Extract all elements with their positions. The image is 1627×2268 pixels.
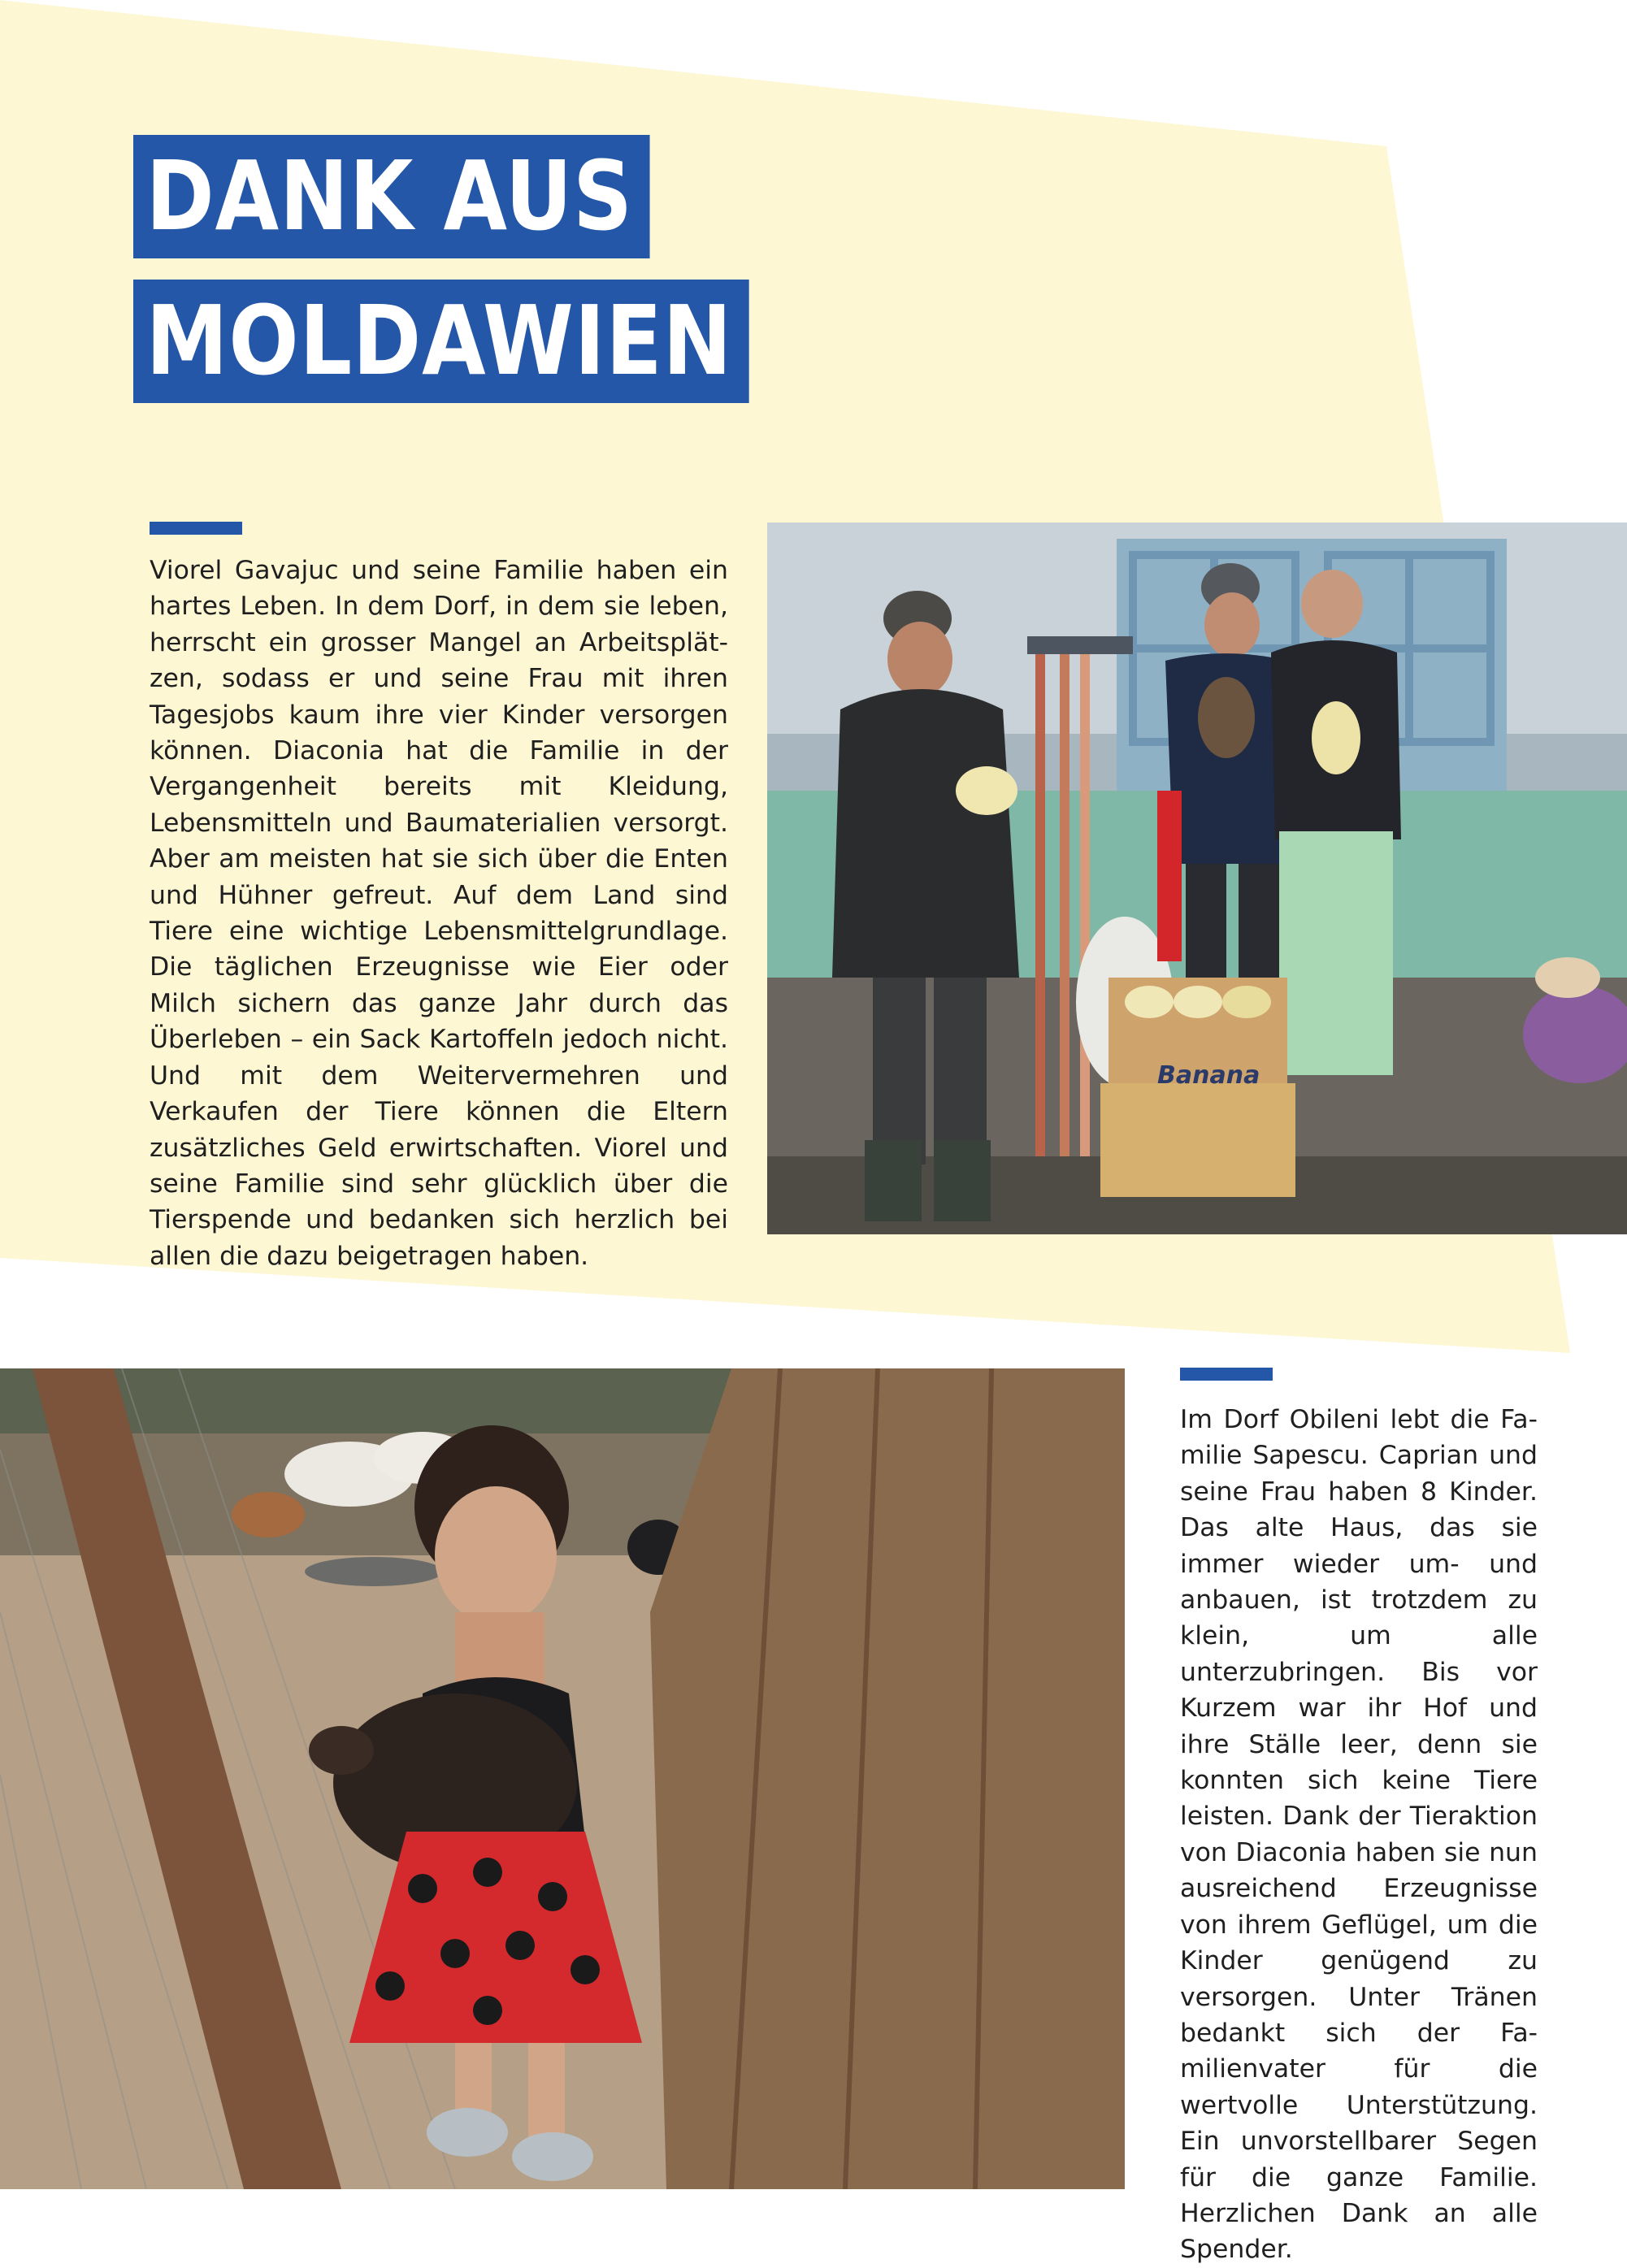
paragraph-1: Viorel Gavajuc und seine Familie haben ein hartes Leben. In dem Dorf, in dem sie leben, herrscht ein grosser Mangel an Arbeitsplätzen, sodass er und seine Frau mit ihren Tagesjobs kaum ihre vier Kinder versorgen können. Diaconia hat die Familie in der Vergangenheit bereits mit Kleidung, Lebensmitteln und Baumaterialien versorgt. Aber am meisten hat sie sich über die Enten und Hühner gefreut. Auf dem Land sind Tiere eine wichtige Lebensmittelgrundlage. Die täglichen Erzeugnisse wie Eier oder Milch sichern das ganze Jahr durch das Überleben – ein Sack Kartoffeln jedoch nicht. Und mit dem Weitervermehren und Verkaufen der Tiere können die Eltern zusätzliches Geld erwirtschaften. Viorel und seine Familie sind sehr glücklich über die Tierspende und bedanken sich herzlich bei allen die dazu beigetragen haben. (150, 556, 728, 1271)
accent-bar-1 (150, 522, 242, 535)
paragraph-2: Im Dorf Obileni lebt die Familie Sapescu. Caprian und seine Frau haben 8 Kinder. Das alte Haus, das sie immer wieder um- und anbauen, ist trotzdem zu klein, um alle unterzubringen. Bis vor Kurzem war ihr Hof und ihre Ställe leer, denn sie konnten sich keine Tiere leisten. Dank der Tieraktion von Diaconia haben sie nun ausreichend Erzeugnisse von ihrem Geflügel, um die Kinder genügend zu versorgen. Unter Tränen bedankt sich der Familienvater für die wertvolle Unterstützung. Ein unvorstellbarer Segen für die ganze Familie. Herzlichen Dank an alle Spender. (1180, 1405, 1538, 2265)
accent-bar-2 (1180, 1368, 1273, 1381)
photo-girl-holding-hen (0, 1368, 1125, 2189)
title-line-2: MOLDAWIEN (133, 280, 749, 403)
title-line-1: DANK AUS (133, 135, 650, 258)
photo-family-with-ducklings (767, 523, 1627, 1234)
box-print: Banana (1157, 1061, 1260, 1090)
